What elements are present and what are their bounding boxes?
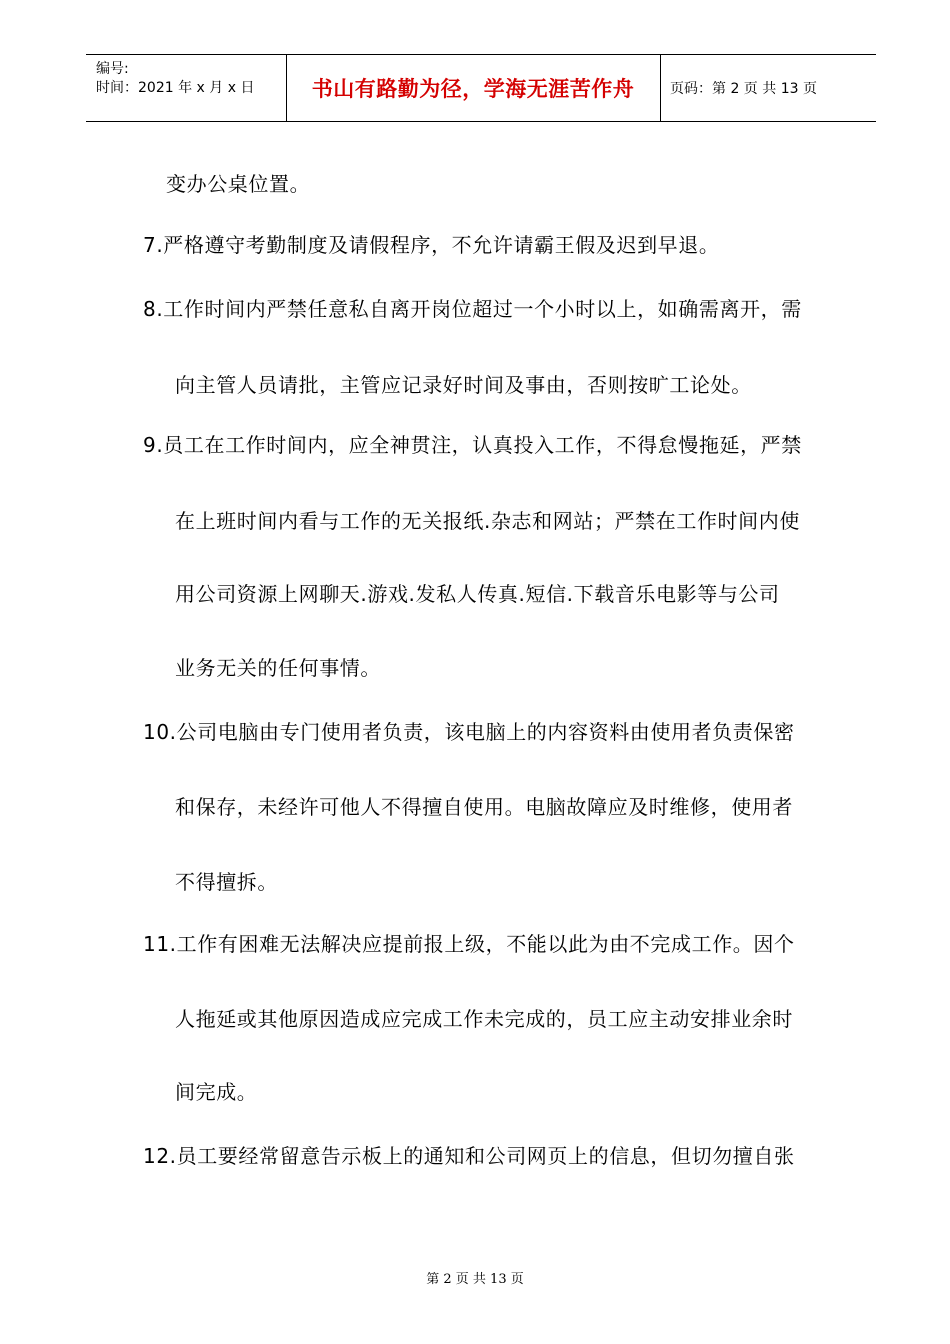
header-divider xyxy=(660,55,661,121)
header-page-info: 页码：第 2 页 共 13 页 xyxy=(670,81,817,97)
document-number-label: 编号: xyxy=(96,61,129,77)
page-footer: 第 2 页 共 13 页 xyxy=(426,1272,524,1287)
body-line: 间完成。 xyxy=(175,1080,258,1104)
body-line: 7.严格遵守考勤制度及请假程序，不允许请霸王假及迟到早退。 xyxy=(143,233,720,257)
body-line: 8.工作时间内严禁任意私自离开岗位超过一个小时以上，如确需离开，需 xyxy=(143,297,802,321)
body-line: 向主管人员请批，主管应记录好时间及事由，否则按旷工论处。 xyxy=(175,373,752,397)
body-line: 在上班时间内看与工作的无关报纸.杂志和网站；严禁在工作时间内使 xyxy=(175,509,800,533)
body-line: 11.工作有困难无法解决应提前报上级，不能以此为由不完成工作。因个 xyxy=(143,932,795,956)
header-motto: 书山有路勤为径，学海无涯苦作舟 xyxy=(311,77,635,101)
document-time-label: 时间：2021 年 x 月 x 日 xyxy=(96,80,255,96)
body-line: 9.员工在工作时间内，应全神贯注，认真投入工作，不得怠慢拖延，严禁 xyxy=(143,433,802,457)
body-line: 和保存，未经许可他人不得擅自使用。电脑故障应及时维修，使用者 xyxy=(175,795,793,819)
body-line: 不得擅拆。 xyxy=(175,870,278,894)
body-line: 12.员工要经常留意告示板上的通知和公司网页上的信息，但切勿擅自张 xyxy=(143,1144,795,1168)
page-header xyxy=(86,54,876,122)
body-line: 业务无关的任何事情。 xyxy=(175,656,381,680)
header-meta xyxy=(96,60,254,98)
body-line: 变办公桌位置。 xyxy=(166,172,311,196)
body-line: 人拖延或其他原因造成应完成工作未完成的，员工应主动安排业余时 xyxy=(175,1007,793,1031)
body-line: 10.公司电脑由专门使用者负责，该电脑上的内容资料由使用者负责保密 xyxy=(143,720,795,744)
body-line: 用公司资源上网聊天.游戏.发私人传真.短信.下载音乐电影等与公司 xyxy=(175,582,780,606)
